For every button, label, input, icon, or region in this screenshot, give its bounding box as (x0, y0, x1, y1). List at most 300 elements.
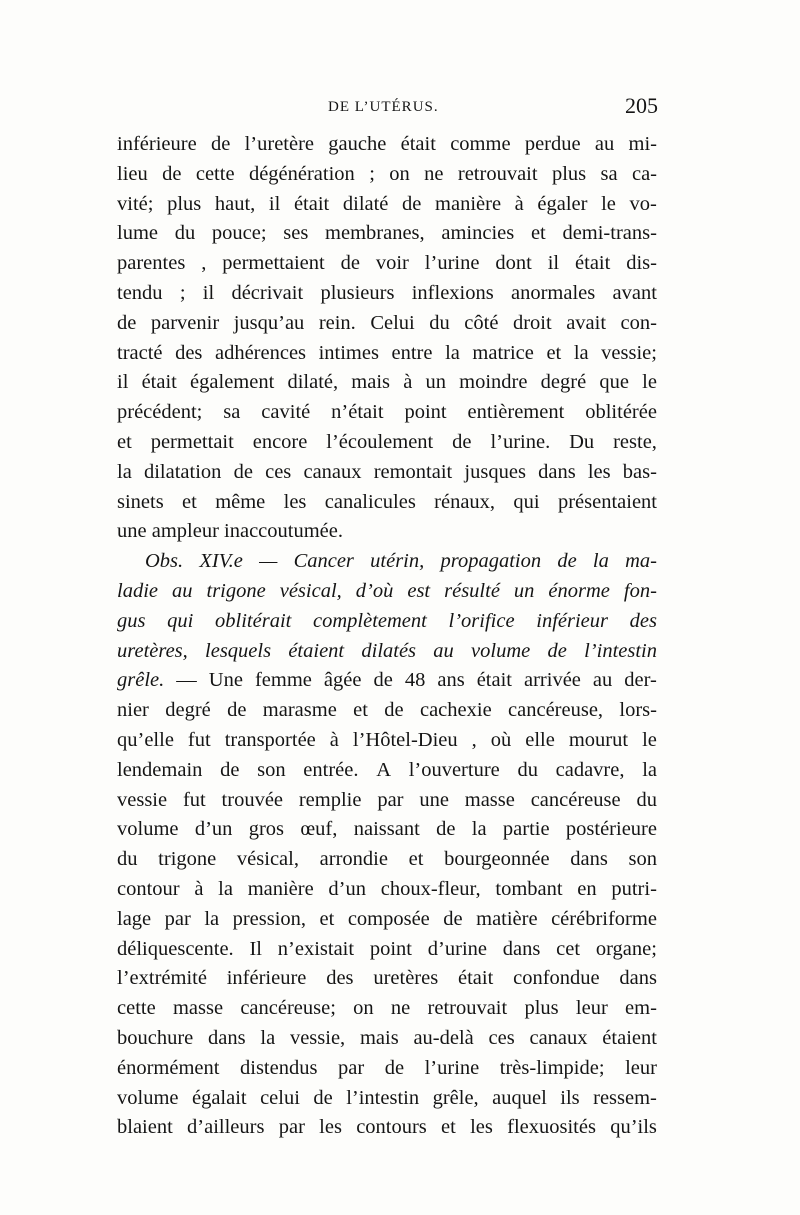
text-line (117, 279, 657, 309)
word: ces (488, 1026, 515, 1049)
word: ampleur (151, 520, 225, 543)
word: tracté (117, 341, 163, 364)
word: perdue (524, 133, 581, 155)
word: parvenir (150, 311, 220, 334)
word: et (353, 699, 368, 722)
word: était (476, 669, 512, 692)
word: dilaté (342, 192, 389, 215)
word: dans (538, 460, 576, 483)
word: lage (117, 907, 152, 930)
word: était (400, 133, 436, 155)
word: gauche (328, 133, 387, 155)
word: et (546, 341, 562, 364)
body-text (117, 130, 657, 1143)
word: et (117, 430, 132, 453)
word: leur (575, 997, 608, 1020)
word: mi- (628, 133, 657, 155)
word: la (471, 818, 487, 841)
word: gros (248, 818, 285, 841)
word: dilaté, (287, 371, 339, 394)
word: — (259, 550, 278, 573)
word: une (419, 788, 449, 811)
word: dégénération (248, 162, 355, 185)
word: intimes (318, 341, 379, 364)
word: plus (551, 162, 587, 185)
word: cette (195, 162, 235, 185)
word: où (490, 728, 512, 751)
word: du (429, 311, 450, 334)
word: vésical, (236, 848, 299, 871)
word: propagation (440, 550, 542, 573)
word: postérieure (565, 818, 657, 841)
word: sinets (117, 490, 164, 513)
word: dans (208, 1026, 246, 1049)
word: ils (560, 1086, 580, 1109)
word: anormales (511, 281, 596, 304)
word: et (408, 848, 424, 871)
word: que (599, 371, 629, 394)
word: au-delà (413, 1026, 474, 1049)
word: auquel (492, 1086, 547, 1109)
word: un (425, 371, 446, 394)
word: et (182, 490, 197, 513)
word: Il (249, 937, 262, 960)
word: gus (117, 609, 146, 632)
word: les (587, 460, 611, 483)
word: jusqu’au (233, 311, 305, 334)
word: et (530, 222, 546, 245)
word: ladie (117, 579, 158, 602)
word: il (268, 192, 281, 215)
word: était (458, 967, 494, 990)
word: d’un (328, 877, 366, 900)
word: il (117, 371, 129, 394)
word: flexuosités (507, 1116, 596, 1139)
word: de (443, 907, 463, 930)
word: dans (570, 848, 608, 871)
word: fon- (623, 579, 657, 602)
word: d’ailleurs (187, 1116, 265, 1139)
word: putri- (611, 877, 657, 900)
word: rein. (318, 311, 356, 334)
word: cavité (261, 401, 311, 424)
word: n’existait (277, 937, 355, 960)
text-line (117, 696, 657, 726)
word: elle (525, 728, 555, 751)
text-line (117, 905, 657, 935)
word: composée (347, 907, 430, 930)
word: des (326, 967, 354, 990)
word: de (384, 1056, 405, 1079)
text-line (117, 875, 657, 905)
word: il (202, 281, 215, 304)
word: étaient (288, 639, 345, 662)
word: de (233, 460, 253, 483)
word: la (260, 1026, 276, 1049)
word: étaient (602, 1026, 657, 1049)
word: présentaient (557, 490, 657, 513)
word: on (353, 997, 374, 1020)
text-line (117, 935, 657, 965)
word: côté (464, 311, 499, 334)
word: entre (391, 341, 433, 364)
word: qu’ils (610, 1116, 657, 1139)
word: résulté (444, 579, 500, 602)
word: nier (117, 699, 149, 722)
word: masse (172, 997, 224, 1020)
word: partie (502, 818, 550, 841)
word: oblitérée (585, 401, 657, 424)
word: au (433, 639, 454, 662)
word: bouchure (117, 1026, 194, 1049)
word: qu’elle (117, 728, 174, 751)
word: son (628, 848, 657, 871)
word: remontait (373, 460, 453, 483)
word: et (441, 1116, 456, 1139)
word: der- (624, 669, 657, 692)
text-line (117, 219, 657, 249)
word: cérébriforme (551, 907, 657, 930)
text-line (117, 368, 657, 398)
text-line (117, 517, 657, 547)
word: leur (625, 1056, 657, 1079)
word: choux-fleur, (380, 877, 481, 900)
word: précédent; (117, 401, 203, 424)
word: cachexie (419, 699, 492, 722)
word: cancéreuse; (240, 997, 336, 1020)
text-line (117, 815, 657, 845)
word: l’urine. (490, 430, 551, 453)
word: la (445, 341, 460, 364)
word: mourut (568, 728, 629, 751)
word: cette (117, 997, 156, 1020)
text-line (117, 1054, 657, 1084)
word: point (404, 401, 447, 424)
word: canaux (529, 1026, 588, 1049)
word: l’urine (424, 252, 480, 275)
text-line (117, 309, 657, 339)
word: manière (435, 192, 502, 215)
word: fut (182, 788, 206, 811)
word: du (636, 788, 657, 811)
word: lieu (117, 162, 148, 185)
word: par (278, 1116, 305, 1139)
word: marasme (262, 699, 337, 722)
word: sa (223, 401, 241, 424)
word: d’où (355, 579, 394, 602)
word: la (592, 550, 609, 573)
word: de (557, 550, 577, 573)
word: le (642, 371, 657, 394)
word: naissant (353, 818, 420, 841)
text-line (117, 1113, 657, 1143)
word: des (629, 609, 657, 632)
word: ; (369, 162, 375, 185)
word: tendu (117, 281, 163, 304)
word: était (293, 192, 330, 215)
word: au (592, 669, 613, 692)
word: de (313, 1086, 333, 1109)
word: — (176, 669, 197, 692)
word: sa (600, 162, 618, 185)
word: égaler (537, 192, 588, 215)
text-line (117, 249, 657, 279)
word: transportée (224, 728, 316, 751)
word: grêle, (432, 1086, 479, 1109)
word: l’intestin (346, 1086, 420, 1109)
word: lendemain (117, 758, 203, 781)
word: de (384, 699, 404, 722)
text-line (117, 339, 657, 369)
word: par (377, 788, 404, 811)
word: masse (464, 788, 515, 811)
word: l’orifice (448, 609, 515, 632)
word: dans (502, 937, 541, 960)
text-line (117, 756, 657, 786)
text-line (117, 637, 657, 667)
word: ces (265, 460, 292, 483)
word: blaient (117, 1116, 173, 1139)
word: des (175, 341, 203, 364)
text-line (117, 607, 657, 637)
text-line (117, 160, 657, 190)
word: utérin, (370, 550, 425, 573)
word: du (517, 758, 538, 781)
word: de (220, 758, 240, 781)
word: , (471, 728, 477, 751)
text-line (117, 190, 657, 220)
word: au (594, 133, 615, 155)
text-line (117, 964, 657, 994)
word: à (514, 192, 524, 215)
word: degré (165, 699, 211, 722)
word: la (642, 758, 657, 781)
word: 48 (404, 669, 426, 692)
word: de (547, 639, 567, 662)
word: l’écoulement (326, 430, 434, 453)
page-number: 205 (625, 93, 658, 118)
word: organe; (595, 937, 657, 960)
text-line (117, 845, 657, 875)
word: Obs. (145, 550, 184, 573)
word: également (190, 371, 275, 394)
word: du (174, 222, 196, 245)
word: vésical, (279, 579, 342, 602)
text-line (117, 726, 657, 756)
word: retrouvait (457, 162, 538, 185)
word: fut (187, 728, 211, 751)
word: cadavre, (555, 758, 625, 781)
word: du (117, 848, 138, 871)
word: lume (117, 222, 158, 245)
text-line (117, 488, 657, 518)
word: décrivait (231, 281, 304, 304)
text-line (117, 786, 657, 816)
word: haut, (214, 192, 256, 215)
word: ses (283, 222, 309, 245)
text-line (117, 458, 657, 488)
word: point (369, 937, 413, 960)
word: membranes, (325, 222, 425, 245)
word: à (403, 371, 413, 394)
word: avait (566, 311, 607, 334)
word: de (436, 818, 456, 841)
word: on (389, 162, 410, 185)
word: uretères, (117, 639, 188, 662)
word: la (218, 877, 233, 900)
word: il (547, 252, 560, 275)
word: demi-trans- (562, 222, 657, 245)
page-header (118, 93, 658, 123)
word: ; (179, 281, 186, 304)
word: au (172, 579, 193, 602)
word: contour (117, 877, 180, 900)
word: ca- (631, 162, 657, 185)
word: ne (390, 997, 411, 1020)
word: dilatation (143, 460, 222, 483)
word: canalicules (324, 490, 416, 513)
word: de (452, 430, 472, 453)
word: la (117, 460, 132, 483)
word: plusieurs (320, 281, 395, 304)
word: Du (569, 430, 595, 453)
word: vo- (629, 192, 657, 215)
word: ma- (625, 550, 657, 573)
word: parentes (117, 252, 186, 275)
word: entrée. (303, 758, 359, 781)
word: les (283, 490, 307, 513)
word: arrondie (319, 848, 388, 871)
word: Celui (370, 311, 415, 334)
word: inaccoutumée. (224, 520, 343, 543)
word: les (470, 1116, 493, 1139)
text-line (117, 666, 657, 696)
word: vessie; (601, 341, 657, 364)
word: remplie (298, 788, 362, 811)
word: Cancer (293, 550, 354, 573)
word: celui (260, 1086, 300, 1109)
word: rénaux, (434, 490, 496, 513)
word: volume (471, 639, 531, 662)
word: ans (437, 669, 465, 692)
word: bas- (622, 460, 657, 483)
word: em- (625, 997, 657, 1020)
word: égalait (191, 1086, 247, 1109)
text-line (117, 398, 657, 428)
word: cet (556, 937, 581, 960)
text-line (117, 547, 657, 577)
word: de (162, 162, 182, 185)
word: mais (359, 1026, 399, 1049)
text-line (117, 428, 657, 458)
text-line (117, 1084, 657, 1114)
word: avant (612, 281, 657, 304)
word: vité; (117, 192, 154, 215)
word: la (204, 907, 220, 930)
word: pouce; (211, 222, 267, 245)
word: à (329, 728, 339, 751)
word: en (577, 877, 597, 900)
word: ne (424, 162, 444, 185)
word: manière (247, 877, 314, 900)
word: inférieur (536, 609, 608, 632)
word: lesquels (205, 639, 272, 662)
word: cancéreuse, (508, 699, 604, 722)
word: inférieure (117, 133, 197, 155)
word: volume (117, 818, 179, 841)
word: cancéreuse (530, 788, 621, 811)
word: retrouvait (427, 997, 508, 1020)
word: dis- (626, 252, 657, 275)
word: permettaient (222, 252, 325, 275)
word: œuf, (300, 818, 338, 841)
word: bourgeonnée (444, 848, 550, 871)
word: âgée (323, 669, 362, 692)
word: inflexions (411, 281, 494, 304)
word: trigone (158, 848, 217, 871)
word: une (117, 520, 152, 543)
word: la (573, 341, 589, 364)
word: mais (351, 371, 391, 394)
word: trouvée (221, 788, 284, 811)
word: par (164, 907, 191, 930)
word: l’intestin (584, 639, 657, 662)
word: vessie (117, 788, 168, 811)
word: n’était (331, 401, 384, 424)
word: plus (524, 997, 559, 1020)
word: plus (167, 192, 202, 215)
word: , (201, 252, 207, 275)
word: d’un (194, 818, 233, 841)
word: degré (540, 371, 587, 394)
word: très-limpide; (499, 1056, 605, 1079)
word: uretères (373, 967, 439, 990)
word: même (215, 490, 266, 513)
word: adhérences (214, 341, 307, 364)
word: de (402, 192, 422, 215)
word: entièrement (467, 401, 565, 424)
word: l’Hôtel-Dieu (352, 728, 458, 751)
word: dont (495, 252, 532, 275)
word: permettait (150, 430, 234, 453)
word: son (257, 758, 286, 781)
word: un (513, 579, 535, 602)
word: l’uretère (244, 133, 315, 155)
word: vessie, (289, 1026, 346, 1049)
word: grêle. (117, 669, 165, 692)
word: l’ouverture (408, 758, 500, 781)
word: d’urine (427, 937, 487, 960)
word: de (373, 669, 393, 692)
word: Une (208, 669, 243, 692)
word: énormément (117, 1056, 220, 1079)
word: amincies (441, 222, 515, 245)
word: l’extrémité (117, 967, 207, 990)
word: dans (619, 967, 657, 990)
word: à (194, 877, 204, 900)
word: moindre (459, 371, 528, 394)
word: XIV.e (199, 550, 243, 573)
word: qui (167, 609, 194, 632)
text-line (117, 994, 657, 1024)
word: par (337, 1056, 365, 1079)
word: de (210, 133, 231, 155)
word: ressem- (593, 1086, 657, 1109)
word: est (407, 579, 431, 602)
word: reste, (613, 430, 657, 453)
word: contours (356, 1116, 427, 1139)
word: était (575, 252, 611, 275)
